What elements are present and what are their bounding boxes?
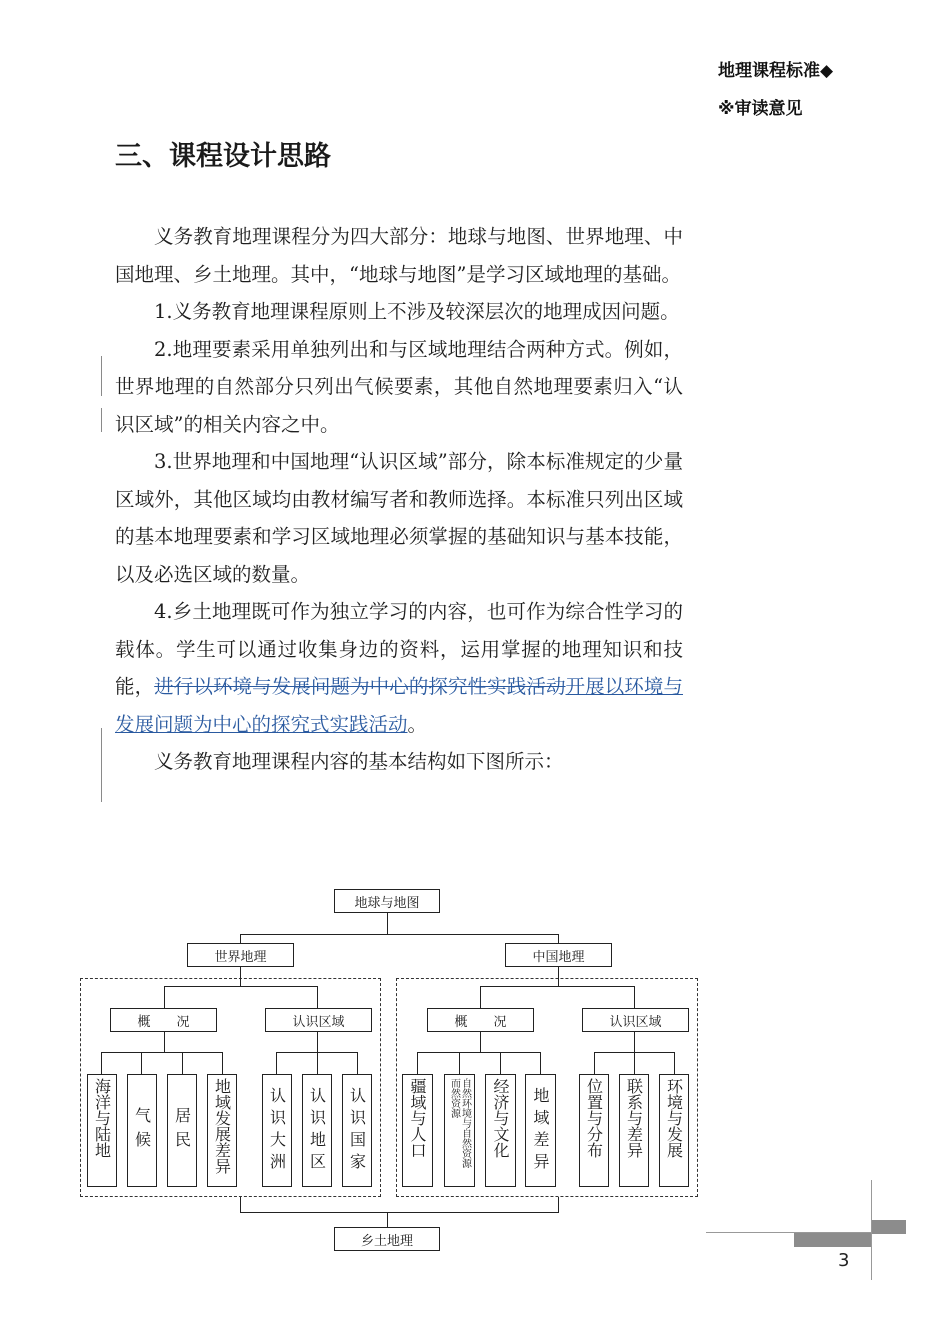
running-header-title: 地理课程标准◆	[718, 61, 834, 81]
node-connections-and-differences: 联系与差异	[619, 1074, 649, 1187]
page-number: 3	[838, 1250, 850, 1271]
node-regional-development-differences: 地域发展差异	[207, 1074, 237, 1187]
node-earth-and-maps: 地球与地图	[334, 889, 440, 913]
paragraph-2: 2.地理要素采用单独列出和与区域地理结合两种方式。例如，世界地理的自然部分只列出气候要素，其他自然地理要素归入“认识区域”的相关内容之中。	[115, 337, 683, 436]
paragraph-outro: 义务教育地理课程内容的基本结构如下图所示：	[154, 750, 564, 773]
node-china-regions: 认识区域	[582, 1008, 689, 1032]
node-know-continents: 认识大洲	[262, 1074, 292, 1187]
node-world-geography: 世界地理	[187, 943, 294, 967]
node-world-overview: 概 况	[110, 1008, 217, 1032]
section-title: 三、课程设计思路	[115, 141, 331, 172]
corner-bar-left	[794, 1233, 872, 1247]
change-bar	[101, 728, 102, 802]
node-environment-and-development: 环境与发展	[659, 1074, 689, 1187]
node-china-overview: 概 况	[427, 1008, 534, 1032]
corner-bar-right	[872, 1220, 906, 1234]
natural-environment-note: 而然资源	[448, 1078, 460, 1118]
review-comments-label: ※审读意见	[718, 99, 803, 119]
node-residents: 居民	[167, 1074, 197, 1187]
node-know-countries: 认识国家	[342, 1074, 372, 1187]
paragraph-intro: 义务教育地理课程分为四大部分：地球与地图、世界地理、中国地理、乡土地理。其中，“地球与地图”是学习区域地理的基础。	[115, 225, 683, 286]
change-bar	[101, 356, 102, 396]
node-natural-environment-and-resources	[444, 1074, 475, 1187]
body-text	[115, 218, 683, 781]
corner-vertical-rule	[871, 1180, 872, 1280]
node-world-regions: 认识区域	[265, 1008, 372, 1032]
natural-environment-text: 自然环境与自然资源	[459, 1078, 471, 1168]
paragraph-1: 1.义务教育地理课程原则上不涉及较深层次的地理成因问题。	[154, 300, 680, 323]
paragraph-4	[115, 593, 683, 743]
node-regional-differences: 地域差异	[525, 1074, 556, 1187]
node-economy-and-culture: 经济与文化	[485, 1074, 516, 1187]
node-china-geography: 中国地理	[505, 943, 612, 967]
change-bar	[101, 408, 102, 432]
node-location-and-distribution: 位置与分布	[579, 1074, 609, 1187]
tracked-insertion: 开展以环境与发展问题为中心的探究式实践活动	[115, 675, 683, 736]
node-territory-and-population: 疆域与人口	[402, 1074, 433, 1187]
node-know-regions: 认识地区	[302, 1074, 332, 1187]
node-ocean-and-land: 海洋与陆地	[87, 1074, 117, 1187]
paragraph-3: 3.世界地理和中国地理“认识区域”部分，除本标准规定的少量区域外，其他区域均由教材编写者和教师选择。本标准只列出区域的基本地理要素和学习区域地理必须掌握的基础知识与基本技能，以及必选区域的数量。	[115, 450, 683, 586]
tracked-deletion: 进行以环境与发展问题为中心的探究性实践活动	[154, 675, 566, 698]
paragraph-4-text: 4.乡土地理既可作为独立学习的内容，也可作为综合性学习的载体。学生可以通过收集身边的资料，运用掌握的地理知识和技能，	[115, 600, 683, 698]
node-climate: 气候	[127, 1074, 157, 1187]
paragraph-4-end: 。	[407, 712, 428, 736]
node-local-geography: 乡土地理	[334, 1227, 440, 1251]
